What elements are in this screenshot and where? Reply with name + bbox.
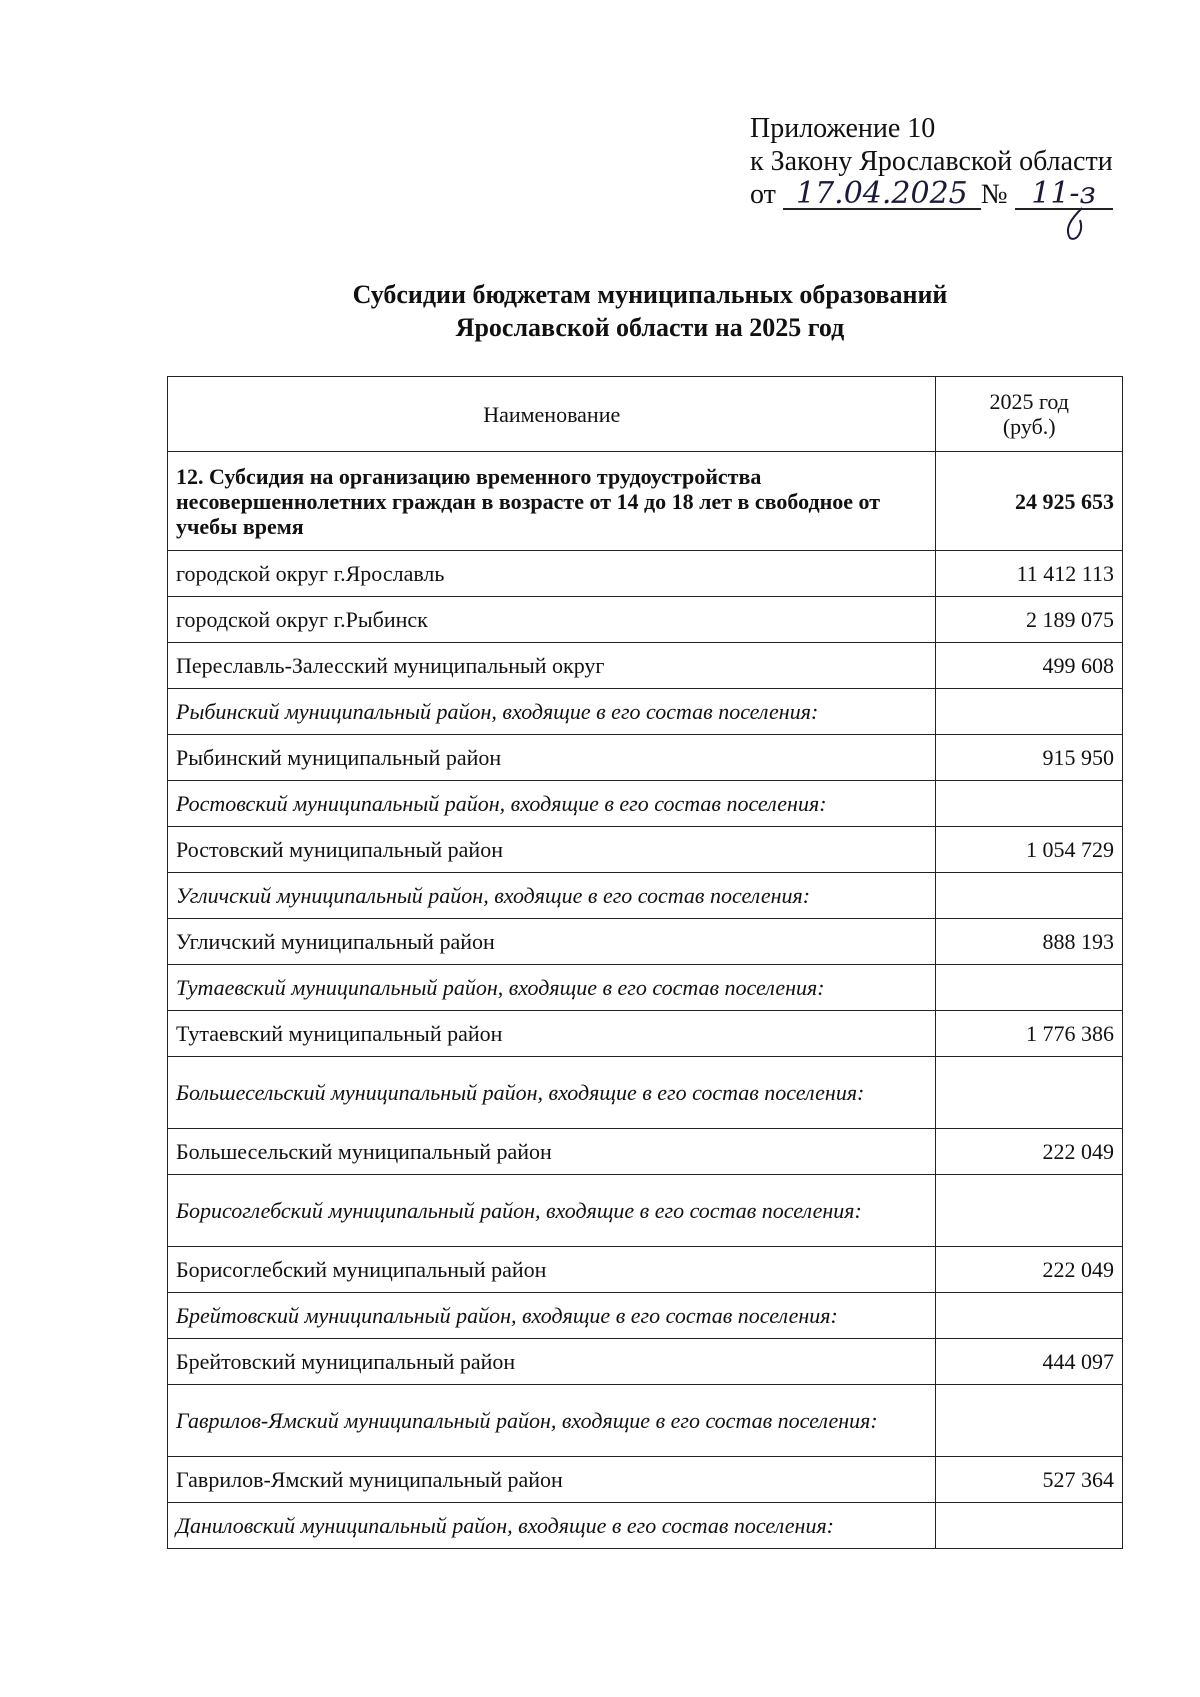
table-row: [168, 919, 1123, 965]
table-row: [168, 452, 1123, 551]
row-value: [936, 689, 1123, 735]
table-row-group-heading: [168, 1293, 1123, 1339]
row-name: Угличский муниципальный район, входящие в его состав поселения:: [168, 873, 936, 919]
table-row-group-heading: [168, 1503, 1123, 1549]
row-name: Гаврилов-Ямский муниципальный район, входящие в его состав поселения:: [168, 1385, 936, 1457]
row-value: [936, 1175, 1123, 1247]
row-name: Борисоглебский муниципальный район: [168, 1247, 936, 1293]
column-header-name: Наименование: [168, 377, 936, 452]
title-line-2: Ярославской области на 2025 год: [455, 313, 845, 342]
row-name: Гаврилов-Ямский муниципальный район: [168, 1457, 936, 1503]
table-header-row: [168, 377, 1123, 452]
table-row-group-heading: [168, 1175, 1123, 1247]
row-name: Борисоглебский муниципальный район, входящие в его состав поселения:: [168, 1175, 936, 1247]
handwritten-number: 11-з: [1015, 180, 1113, 210]
document-title: [0, 278, 1200, 344]
row-value: [936, 1385, 1123, 1457]
subsidies-table: [167, 376, 1123, 1549]
row-value: 444 097: [936, 1339, 1123, 1385]
appendix-law-reference: к Закону Ярославской области: [750, 146, 1113, 177]
row-name: Ростовский муниципальный район, входящие в его состав поселения:: [168, 781, 936, 827]
table-row: [168, 1339, 1123, 1385]
row-name: Тутаевский муниципальный район, входящие в его состав поселения:: [168, 965, 936, 1011]
handwriting-flourish-icon: [1062, 206, 1088, 242]
row-value: [936, 781, 1123, 827]
table-row: [168, 551, 1123, 597]
table-row-group-heading: [168, 1385, 1123, 1457]
row-name: Ростовский муниципальный район: [168, 827, 936, 873]
table-row: [168, 735, 1123, 781]
row-value: 2 189 075: [936, 597, 1123, 643]
row-value: [936, 1057, 1123, 1129]
row-value: 24 925 653: [936, 452, 1123, 551]
table-row: [168, 643, 1123, 689]
row-name: Брейтовский муниципальный район: [168, 1339, 936, 1385]
title-line-1: Субсидии бюджетам муниципальных образований: [352, 280, 948, 309]
table-row: [168, 827, 1123, 873]
row-value: 499 608: [936, 643, 1123, 689]
row-name: Рыбинский муниципальный район, входящие в его состав поселения:: [168, 689, 936, 735]
row-value: 11 412 113: [936, 551, 1123, 597]
table-row: [168, 1457, 1123, 1503]
table-row-group-heading: [168, 873, 1123, 919]
row-value: [936, 873, 1123, 919]
row-name: Даниловский муниципальный район, входящие в его состав поселения:: [168, 1503, 936, 1549]
row-name: Угличский муниципальный район: [168, 919, 936, 965]
number-sign: №: [980, 179, 1008, 210]
row-value: [936, 965, 1123, 1011]
row-value: 1 776 386: [936, 1011, 1123, 1057]
row-value: 915 950: [936, 735, 1123, 781]
column-header-year: [936, 377, 1123, 452]
row-value: 222 049: [936, 1129, 1123, 1175]
row-name: Большесельский муниципальный район, входящие в его состав поселения:: [168, 1057, 936, 1129]
row-name: Тутаевский муниципальный район: [168, 1011, 936, 1057]
row-name: Брейтовский муниципальный район, входящие в его состав поселения:: [168, 1293, 936, 1339]
row-name: 12. Субсидия на организацию временного трудоустройства несовершеннолетних граждан в возрасте от 14 до 18 лет в свободное от учебы время: [168, 452, 936, 551]
row-value: 888 193: [936, 919, 1123, 965]
appendix-header: [750, 112, 1113, 211]
row-name: Переславль-Залесский муниципальный округ: [168, 643, 936, 689]
row-value: [936, 1293, 1123, 1339]
appendix-date-line: [750, 178, 1113, 211]
row-value: 222 049: [936, 1247, 1123, 1293]
from-label: от: [750, 179, 776, 210]
row-name: Рыбинский муниципальный район: [168, 735, 936, 781]
column-header-unit: (руб.): [1002, 414, 1056, 439]
table-row-group-heading: [168, 689, 1123, 735]
column-header-year-label: 2025 год: [989, 389, 1069, 414]
table-row: [168, 1011, 1123, 1057]
appendix-number: Приложение 10: [750, 113, 936, 144]
table-row: [168, 1247, 1123, 1293]
handwritten-date: 17.04.2025: [783, 180, 981, 210]
row-value: [936, 1503, 1123, 1549]
table-row: [168, 597, 1123, 643]
row-value: 1 054 729: [936, 827, 1123, 873]
row-name: городской округ г.Рыбинск: [168, 597, 936, 643]
table-row-group-heading: [168, 1057, 1123, 1129]
row-name: городской округ г.Ярославль: [168, 551, 936, 597]
table-row-group-heading: [168, 781, 1123, 827]
row-name: Большесельский муниципальный район: [168, 1129, 936, 1175]
table-row: [168, 1129, 1123, 1175]
table-row-group-heading: [168, 965, 1123, 1011]
row-value: 527 364: [936, 1457, 1123, 1503]
